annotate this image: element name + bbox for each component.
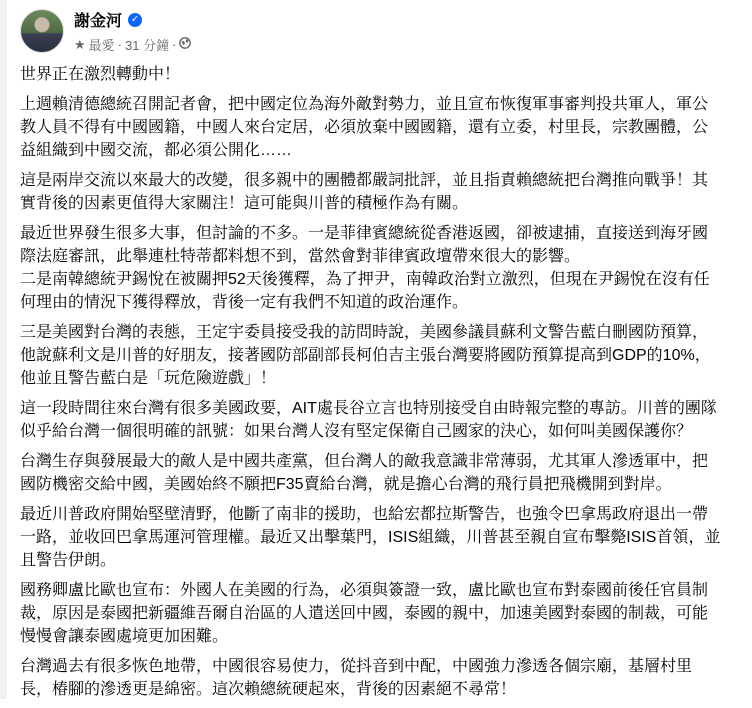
avatar[interactable] [20,9,64,53]
post-paragraph [20,579,745,648]
paragraph-line: 裁，原因是泰國把新疆維吾爾自治區的人遣送回中國，泰國的親中，加速美國對泰國的制裁，可能 [20,605,709,622]
paragraph-line: 二是南韓總統尹錫悅在被關押52天後獲釋，為了押尹，南韓政治對立激烈，但現在尹錫悅在沒有任 [20,271,710,288]
paragraph-line: 三是美國對台灣的表態，王定宇委員接受我的訪問時說，美國參議員蘇利文警告藍白刪國防預算， [20,324,709,341]
paragraph-line: 台灣生存與發展最大的敵人是中國共產黨，但台灣人的敵我意識非常薄弱，尤其軍人滲透軍中，把 [20,453,709,470]
post-meta [74,35,191,54]
meta-separator: · [172,37,177,52]
post-paragraph [20,397,745,443]
paragraph-line: 世界正在激烈轉動中！ [20,66,181,83]
post-body [20,63,745,708]
verified-badge-icon: ✓ [128,13,142,27]
favorite-label: 最愛 [88,38,115,53]
paragraph-line: 國防機密交給中國，美國始終不願把F35賣給台灣，就是擔心台灣的飛行員把飛機開到對岸。 [20,476,672,493]
paragraph-line: 教人員不得有中國國籍，中國人來台定居，必須放棄中國國籍，還有立委，村里長，宗教團體，公 [20,119,709,136]
post-time[interactable]: 31 分鐘 [125,38,170,53]
post-paragraph [20,222,745,314]
paragraph-line: 一路，並收回巴拿馬運河管理權。最近又出擊葉門，ISIS組織，川普甚至親自宣布擊斃ISIS首領，並 [20,529,721,546]
paragraph-line: 益組織到中國交流，都必須公開化…… [20,142,293,159]
paragraph-line: 他說蘇利文是川普的好朋友，接著國防部副部長柯伯吉主張台灣要將國防預算提高到GDP的10%， [20,347,711,364]
page-left-edge [0,0,7,699]
paragraph-line: 似乎給台灣一個很明確的訊號：如果台灣人沒有堅定保衛自己國家的決心，如何叫美國保護你？ [20,423,693,440]
paragraph-line: 最近世界發生很多大事，但討論的不多。一是菲律賓總統從香港返國，卻被逮捕，直接送到海牙國 [20,225,709,242]
paragraph-line: 這是兩岸交流以來最大的改變，很多親中的團體都嚴詞批評，並且指責賴總統把台灣推向戰爭！其 [20,172,709,189]
globe-icon[interactable] [179,37,191,52]
paragraph-line: 慢慢會讓泰國處境更加困難。 [20,628,229,645]
paragraph-line: 他並且警告藍白是「玩危險遊戲」！ [20,370,277,387]
post-paragraph [20,169,745,215]
paragraph-line: 實背後的因素更值得大家關注！這可能與川普的積極作為有關。 [20,195,469,212]
paragraph-line: 際法庭審訊，此舉連杜特蒂都料想不到，當然會對菲律賓政壇帶來很大的影響。 [20,248,581,265]
paragraph-line: 最近川普政府開始堅壁清野，他斷了南非的援助，也給宏都拉斯警告，也強令巴拿馬政府退出一帶 [20,506,709,523]
paragraph-line: 國務卿盧比歐也宣布：外國人在美國的行為，必須與簽證一致，盧比歐也宣布對泰國前後任官員制 [20,582,709,599]
meta-separator: · [117,37,123,52]
paragraph-line: 這一段時間往來台灣有很多美國政要，AIT處長谷立言也特別接受自由時報完整的專訪。川普的團隊 [20,400,717,417]
post-paragraph [20,63,745,86]
post-paragraph [20,503,745,572]
post-paragraph [20,655,745,701]
paragraph-line: 台灣過去有很多恢色地帶，中國很容易使力，從抖音到中配，中國強力滲透各個宗廟，基層村里 [20,658,693,675]
paragraph-line: 上週賴清德總統召開記者會，把中國定位為海外敵對勢力，並且宣布恢復軍事審判投共軍人，軍公 [20,96,709,113]
post-paragraph [20,321,745,390]
paragraph-line: 且警告伊朗。 [20,552,117,569]
post-header [20,8,191,54]
star-icon: ★ [74,36,86,52]
post-paragraph [20,93,745,162]
post-paragraph [20,450,745,496]
paragraph-line: 長，椿腳的滲透更是綿密。這次賴總統硬起來，背後的因素絕不尋常！ [20,681,517,698]
author-name[interactable]: 謝金河 [74,13,123,30]
paragraph-line: 何理由的情況下獲得釋放，背後一定有我們不知道的政治運作。 [20,294,469,311]
